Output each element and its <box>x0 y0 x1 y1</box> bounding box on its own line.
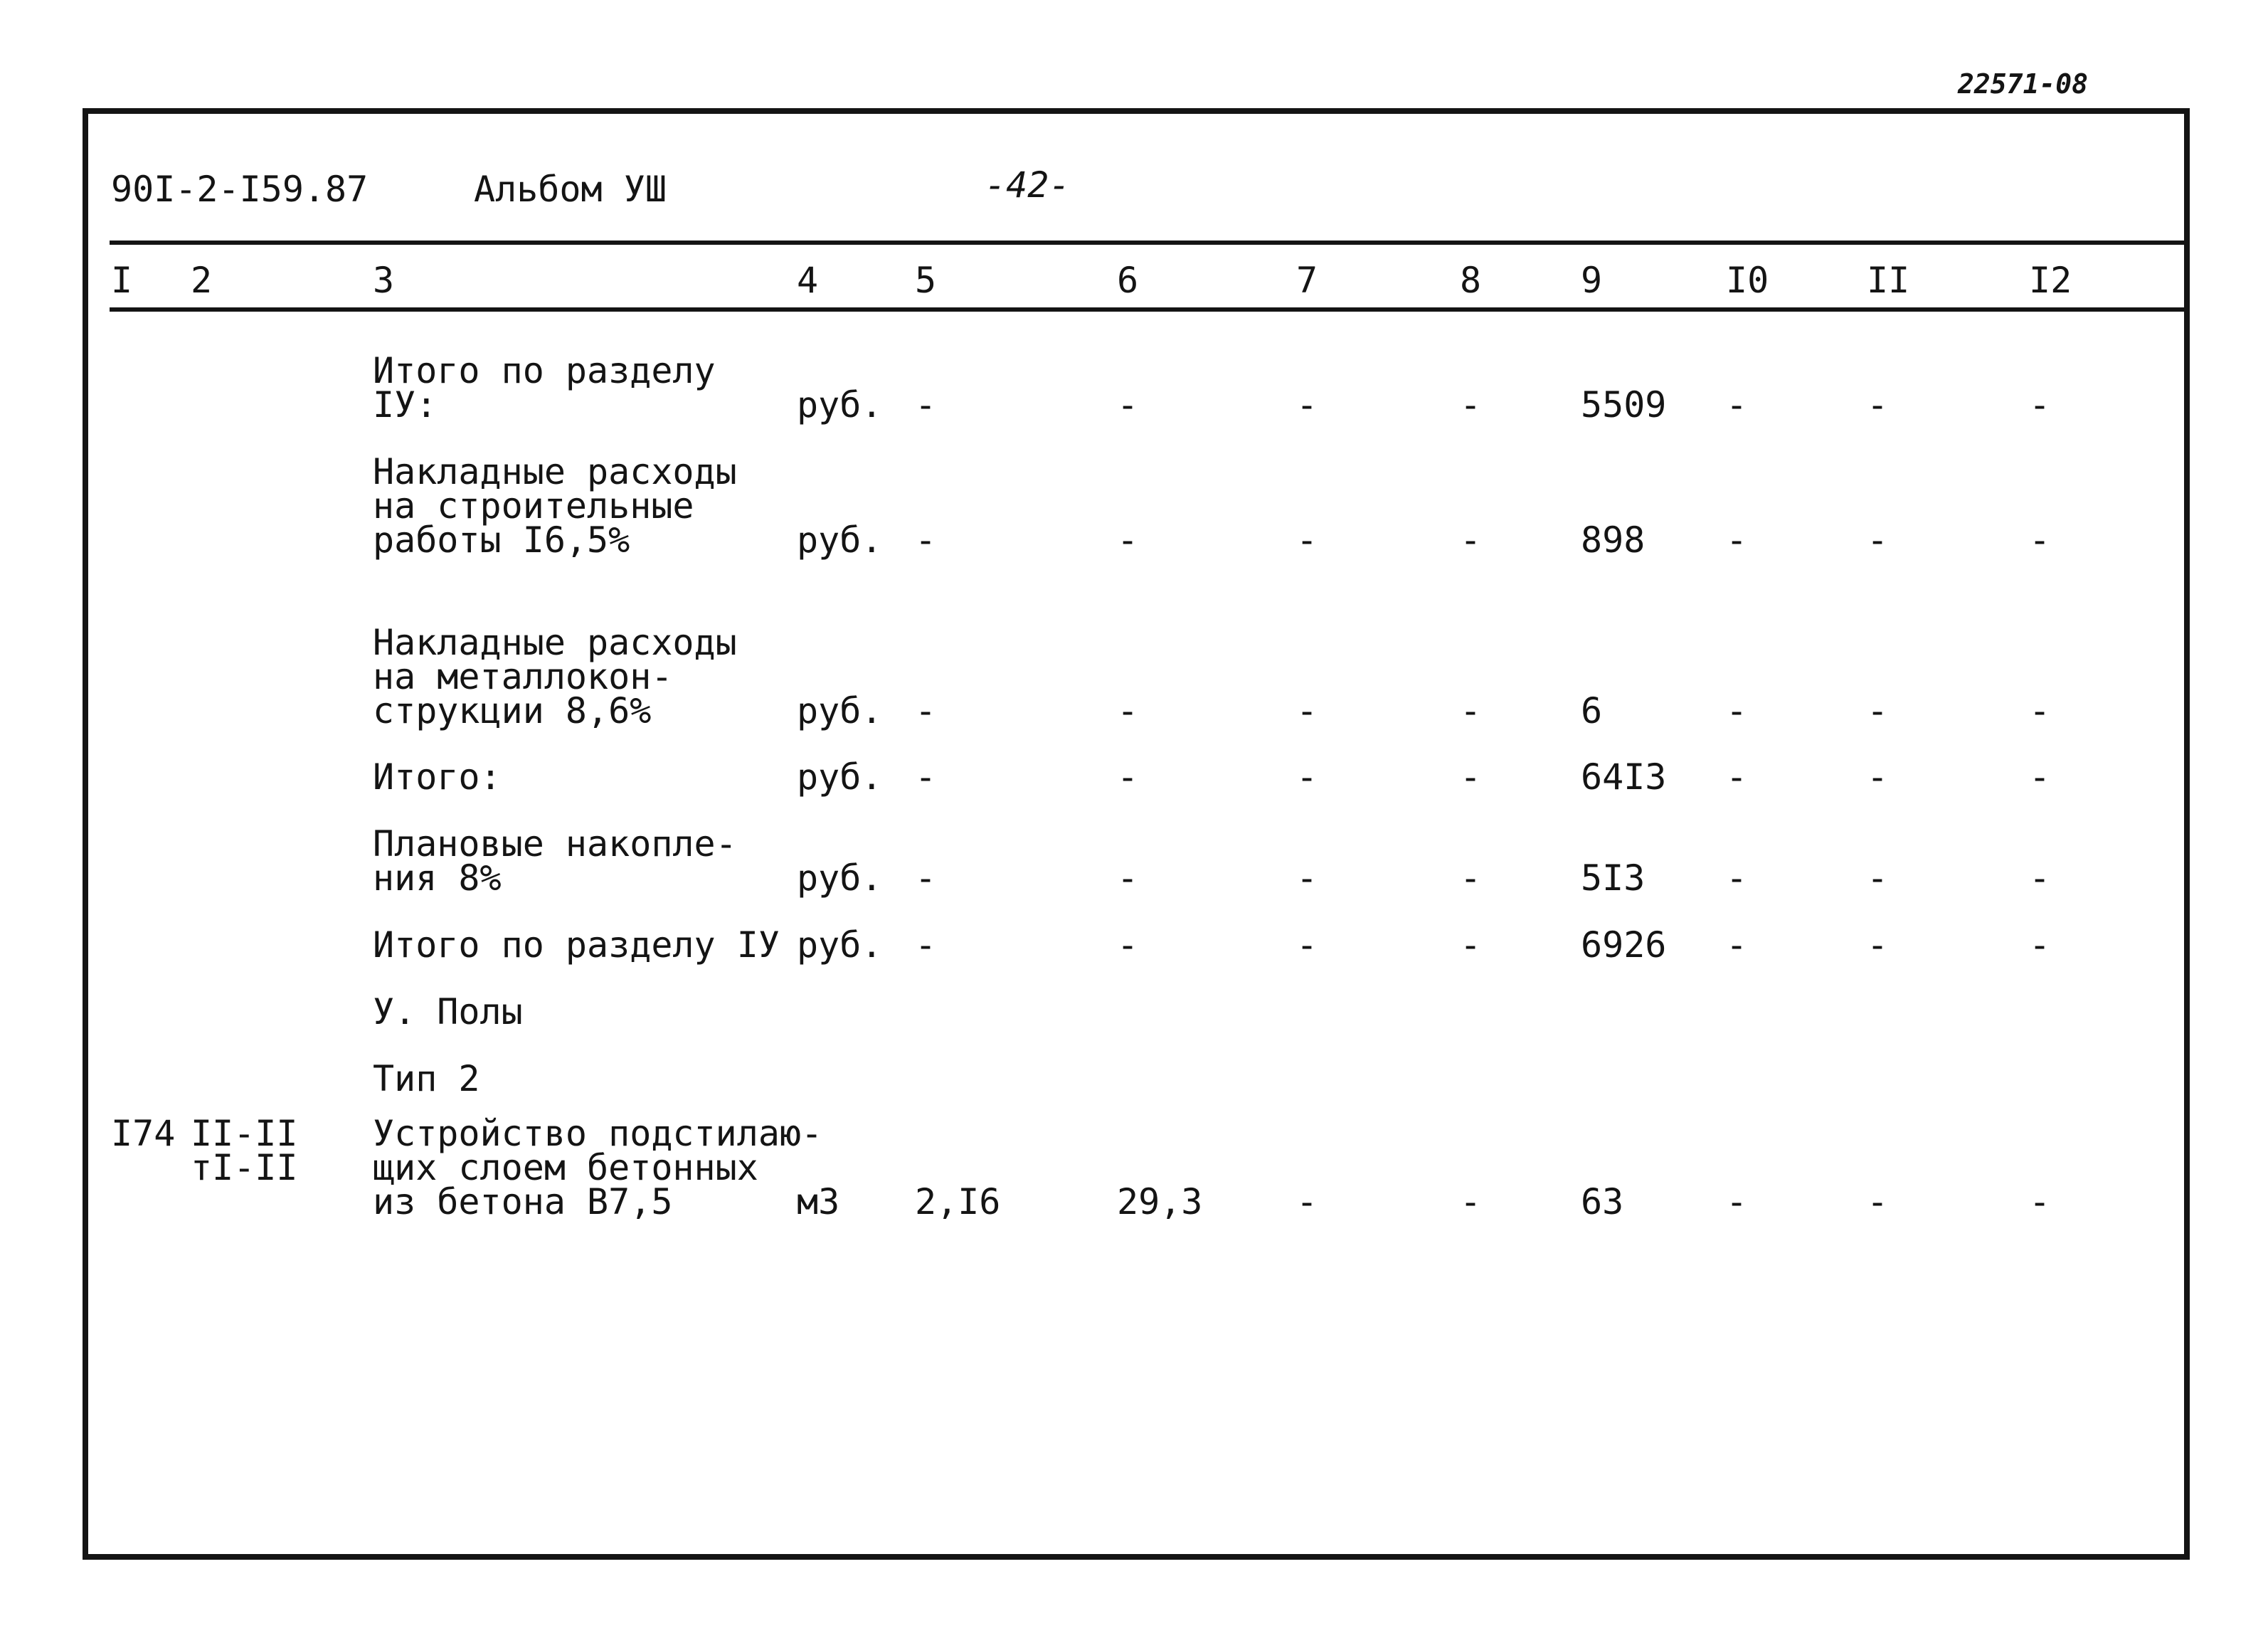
cell-col-9: 5I3 <box>1581 857 1646 899</box>
cell-col-7: - <box>1296 690 1318 731</box>
cell-col-11: - <box>1867 690 1889 731</box>
cell-col-9: 63 <box>1581 1181 1624 1222</box>
cell-col-8: - <box>1460 924 1482 966</box>
doc-code: 90I-2-I59.87 <box>111 169 369 210</box>
cell-col-3: Тип 2 <box>373 1058 480 1099</box>
cell-col-5: - <box>915 384 937 426</box>
cell-col-10: - <box>1726 857 1748 899</box>
cell-col-2: II-II тI-II <box>191 1113 298 1188</box>
column-header-4: 4 <box>797 260 819 301</box>
cell-col-12: - <box>2029 924 2051 966</box>
cell-col-6: - <box>1117 857 1139 899</box>
cell-col-6: 29,3 <box>1117 1181 1203 1222</box>
album-title: Альбом УШ <box>474 169 667 210</box>
cell-col-7: - <box>1296 519 1318 561</box>
cell-col-5: - <box>915 924 937 966</box>
cell-col-11: - <box>1867 857 1889 899</box>
cell-col-8: - <box>1460 519 1482 561</box>
cell-col-3: Плановые накопле- ния 8% <box>373 823 737 899</box>
cell-col-5: - <box>915 519 937 561</box>
cell-col-3: Устройство подстилаю- щих слоем бетонных из бетона В7,5 <box>373 1113 823 1222</box>
cell-col-3: Итого по разделу IУ: <box>373 350 716 426</box>
cell-col-12: - <box>2029 857 2051 899</box>
column-header-3: 3 <box>373 260 395 301</box>
column-header-7: 7 <box>1296 260 1318 301</box>
cell-col-7: - <box>1296 1181 1318 1222</box>
cell-col-7: - <box>1296 857 1318 899</box>
cell-col-10: - <box>1726 690 1748 731</box>
cell-col-9: 6926 <box>1581 924 1667 966</box>
cell-col-6: - <box>1117 519 1139 561</box>
cell-col-9: 5509 <box>1581 384 1667 426</box>
cell-col-4: руб. <box>797 924 883 966</box>
cell-col-6: - <box>1117 924 1139 966</box>
cell-col-12: - <box>2029 384 2051 426</box>
cell-col-6: - <box>1117 756 1139 798</box>
cell-col-9: 64I3 <box>1581 756 1667 798</box>
cell-col-11: - <box>1867 924 1889 966</box>
cell-col-7: - <box>1296 756 1318 798</box>
cell-col-8: - <box>1460 690 1482 731</box>
cell-col-8: - <box>1460 756 1482 798</box>
column-header-6: 6 <box>1117 260 1139 301</box>
cell-col-7: - <box>1296 384 1318 426</box>
cell-col-4: руб. <box>797 690 883 731</box>
cell-col-8: - <box>1460 384 1482 426</box>
column-header-9: 9 <box>1581 260 1603 301</box>
cell-col-4: руб. <box>797 519 883 561</box>
cell-col-4: м3 <box>797 1181 840 1222</box>
cell-col-12: - <box>2029 1181 2051 1222</box>
cell-col-10: - <box>1726 519 1748 561</box>
cell-col-6: - <box>1117 384 1139 426</box>
column-header-11: II <box>1867 260 1910 301</box>
column-header-5: 5 <box>915 260 937 301</box>
column-header-12: I2 <box>2029 260 2072 301</box>
cell-col-5: - <box>915 690 937 731</box>
cell-col-11: - <box>1867 519 1889 561</box>
cell-col-5: 2,I6 <box>915 1181 1001 1222</box>
cell-col-6: - <box>1117 690 1139 731</box>
column-header-2: 2 <box>191 260 213 301</box>
header-rule-top <box>110 241 2190 245</box>
cell-col-3: Накладные расходы на металлокон- струкции 8,6% <box>373 622 737 731</box>
header-rule-bottom <box>110 307 2190 312</box>
document-stamp: 22571-08 <box>1958 68 2089 100</box>
cell-col-10: - <box>1726 1181 1748 1222</box>
cell-col-7: - <box>1296 924 1318 966</box>
cell-col-12: - <box>2029 690 2051 731</box>
column-header-8: 8 <box>1460 260 1482 301</box>
cell-col-3: Накладные расходы на строительные работы I6,5% <box>373 451 737 561</box>
cell-col-4: руб. <box>797 756 883 798</box>
column-header-1: I <box>111 260 133 301</box>
cell-col-3: У. Полы <box>373 991 523 1032</box>
cell-col-9: 898 <box>1581 519 1646 561</box>
cell-col-10: - <box>1726 756 1748 798</box>
cell-col-10: - <box>1726 384 1748 426</box>
cell-col-3: Итого по разделу IУ <box>373 924 780 966</box>
cell-col-12: - <box>2029 519 2051 561</box>
cell-col-11: - <box>1867 1181 1889 1222</box>
cell-col-8: - <box>1460 1181 1482 1222</box>
cell-col-5: - <box>915 857 937 899</box>
cell-col-11: - <box>1867 756 1889 798</box>
cell-col-5: - <box>915 756 937 798</box>
cell-col-4: руб. <box>797 857 883 899</box>
cell-col-12: - <box>2029 756 2051 798</box>
page-number: -42- <box>985 164 1071 206</box>
column-header-10: I0 <box>1726 260 1769 301</box>
cell-col-9: 6 <box>1581 690 1603 731</box>
cell-col-8: - <box>1460 857 1482 899</box>
cell-col-10: - <box>1726 924 1748 966</box>
cell-col-4: руб. <box>797 384 883 426</box>
cell-col-11: - <box>1867 384 1889 426</box>
cell-col-1: I74 <box>111 1113 176 1154</box>
cell-col-3: Итого: <box>373 756 502 798</box>
